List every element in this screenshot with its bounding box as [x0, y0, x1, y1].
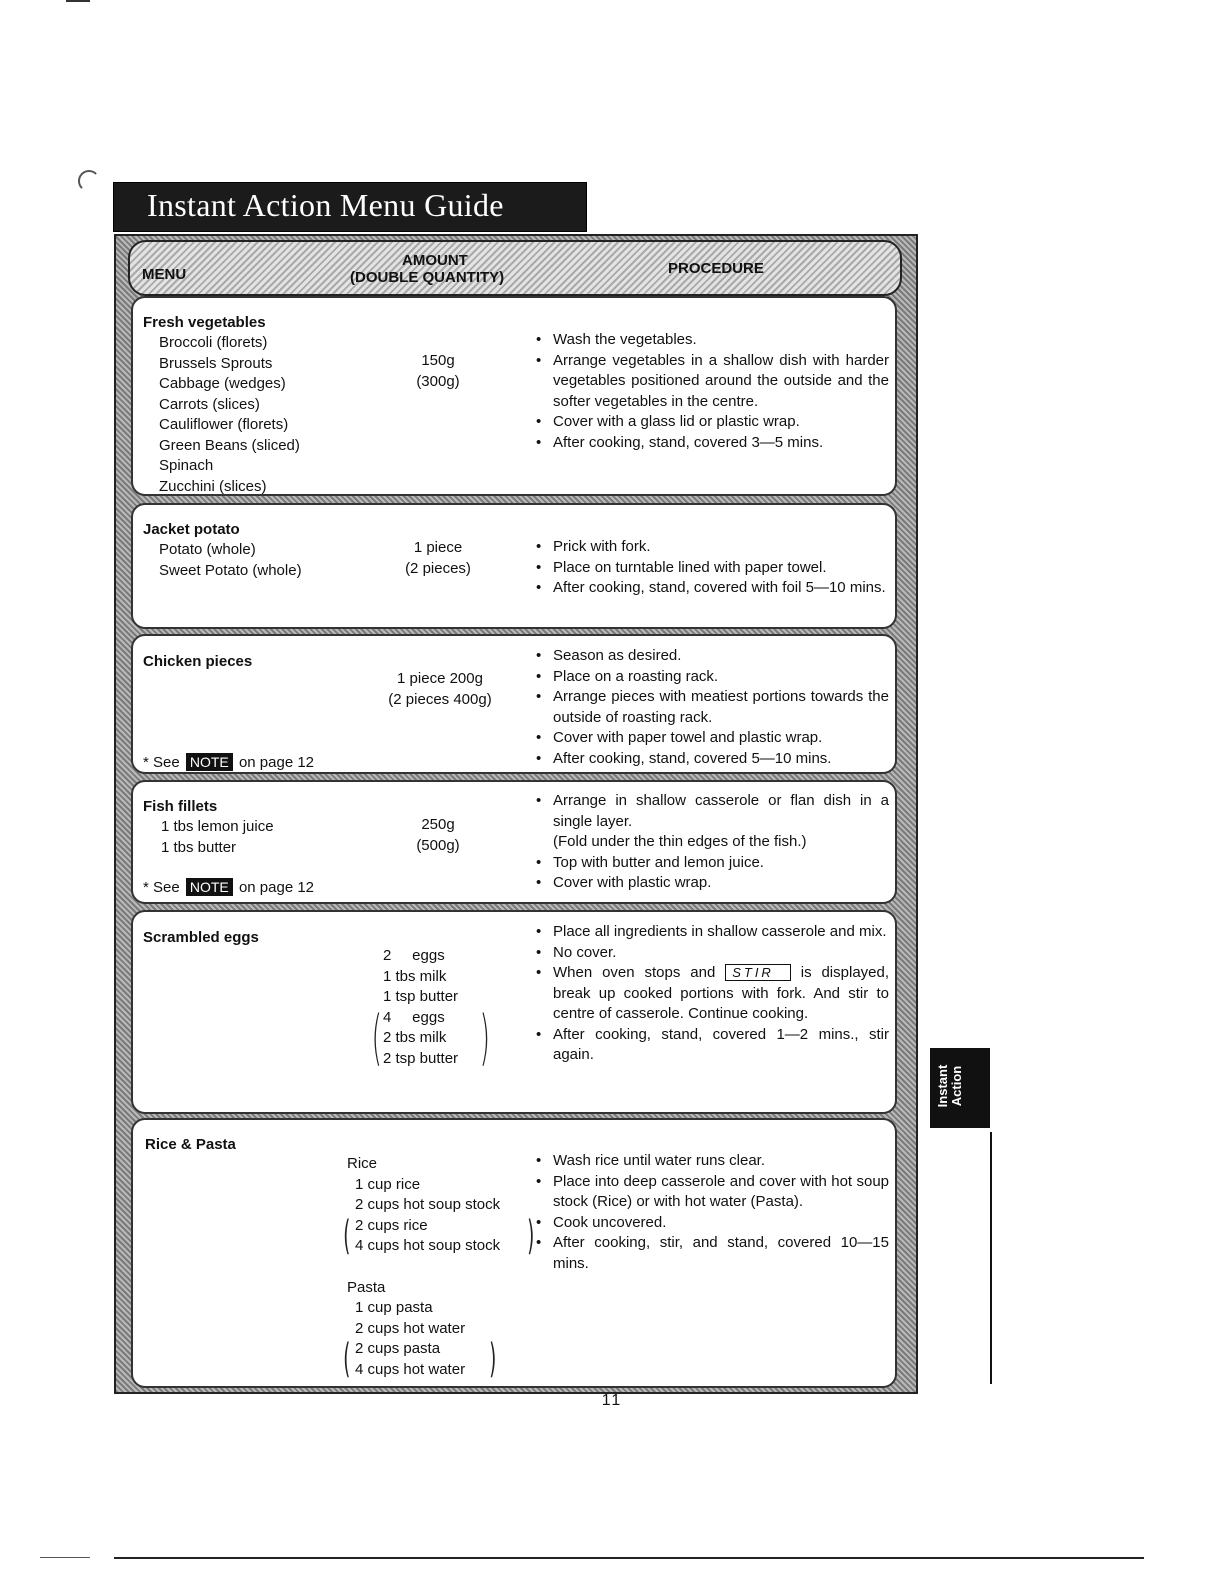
double-amount-line: 2 cups pasta [355, 1340, 441, 1357]
list-item: 1 tbs butter [161, 839, 237, 856]
amount-value: 1 piece 200g [397, 670, 483, 687]
procedure-text: When oven stops and [553, 964, 716, 981]
header-procedure: PROCEDURE [668, 260, 764, 277]
section-heading: Scrambled eggs [143, 929, 259, 946]
double-amount-value: (2 pieces 400g) [388, 691, 492, 708]
double-amount-line: 4 eggs [383, 1009, 445, 1026]
left-brace: ( [343, 1213, 351, 1259]
procedure-step: • After cooking, stand, covered 5—10 mins. [533, 749, 889, 770]
list-item: Potato (whole) [159, 541, 256, 558]
procedure-step [533, 963, 889, 1025]
amount-line: 2 cups hot water [355, 1320, 466, 1337]
see-prefix: * See [143, 879, 180, 896]
right-brace: ) [489, 1336, 497, 1382]
page-title: Instant Action Menu Guide [147, 187, 504, 223]
procedure-step: • Arrange pieces with meatiest portions towards the outside of roasting rack. [533, 687, 889, 728]
section-heading: Rice & Pasta [145, 1136, 236, 1153]
list-item: 1 tbs lemon juice [161, 818, 274, 835]
list-item: Green Beans (sliced) [159, 437, 300, 454]
section-heading: Chicken pieces [143, 653, 253, 670]
procedure-list [533, 922, 889, 1066]
procedure-list [533, 330, 889, 453]
title-banner [113, 182, 587, 232]
amount-value: 150g [421, 352, 455, 369]
procedure-step: • Place on turntable lined with paper towel. [533, 558, 889, 579]
double-amount-line: 4 cups hot soup stock [355, 1237, 501, 1254]
procedure-step: • Season as desired. [533, 646, 889, 667]
amount-line: 1 cup pasta [355, 1299, 433, 1316]
amount-line: 1 tsp butter [383, 988, 459, 1005]
list-item: Brussels Sprouts [159, 355, 273, 372]
header-double-quantity: (DOUBLE QUANTITY) [350, 269, 505, 286]
page-number: 11 [601, 1392, 623, 1409]
side-tab [930, 1048, 990, 1128]
procedure-step: • Place on a roasting rack. [533, 667, 889, 688]
side-tab-label: Instant Action [935, 1064, 964, 1108]
procedure-step: • Prick with fork. [533, 537, 889, 558]
note-badge: NOTE [186, 753, 233, 771]
procedure-step: • Cook uncovered. [533, 1213, 889, 1234]
procedure-step: • Wash the vegetables. [533, 330, 889, 351]
right-brace: ) [479, 1003, 490, 1073]
procedure-step: • Cover with a glass lid or plastic wrap. [533, 412, 889, 433]
bottom-rule [114, 1557, 1144, 1559]
list-item: Broccoli (florets) [159, 334, 268, 351]
right-brace: ) [527, 1213, 535, 1259]
procedure-step: • Cover with paper towel and plastic wrap. [533, 728, 889, 749]
list-item: Carrots (slices) [159, 396, 260, 413]
double-amount-value: (500g) [416, 837, 460, 854]
top-edge-mark [66, 0, 90, 2]
procedure-step: • Arrange in shallow casserole or flan dish in a single layer. [533, 791, 889, 832]
procedure-note: (Fold under the thin edges of the fish.) [553, 833, 807, 850]
binder-hole-mark [78, 170, 100, 192]
double-amount-line: 2 tsp butter [383, 1050, 459, 1067]
amount-line: 1 tbs milk [383, 968, 447, 985]
section-scrambled-eggs [131, 910, 897, 1114]
list-item: Zucchini (slices) [159, 478, 267, 495]
see-note-reference [143, 878, 314, 899]
double-amount-value: (2 pieces) [405, 560, 471, 577]
rice-label: Rice [347, 1155, 378, 1172]
left-brace: ( [343, 1336, 351, 1382]
procedure-step: • Place into deep casserole and cover with hot soup stock (Rice) or with hot water (Pasta). [533, 1172, 889, 1213]
amount-line: 2 eggs [383, 947, 445, 964]
procedure-text: is displayed, break up cooked portions with fork. And stir to centre of casserole. Continue cooking. [553, 964, 890, 1022]
note-badge: NOTE [186, 878, 233, 896]
procedure-list [533, 646, 889, 769]
pasta-label: Pasta [347, 1279, 386, 1296]
header-amount: AMOUNT [402, 252, 468, 269]
section-heading: Fresh vegetables [143, 314, 266, 331]
procedure-step: • Top with butter and lemon juice. [533, 853, 889, 874]
amount-line: 1 cup rice [355, 1176, 421, 1193]
procedure-list [533, 791, 889, 894]
header-menu: MENU [142, 266, 187, 283]
section-fish-fillets [131, 780, 897, 904]
table-header [128, 240, 902, 296]
double-amount-line: 4 cups hot water [355, 1361, 466, 1378]
procedure-step: • No cover. [533, 943, 889, 964]
procedure-step: • After cooking, stand, covered 1—2 mins., stir again. [533, 1025, 889, 1066]
see-suffix: on page 12 [238, 879, 315, 896]
procedure-step: • After cooking, stand, covered 3—5 mins. [533, 433, 889, 454]
section-rice-pasta [131, 1118, 897, 1388]
amount-value: 1 piece [413, 539, 463, 556]
section-jacket-potato [131, 503, 897, 629]
see-prefix: * See [143, 754, 180, 771]
procedure-step: • Arrange vegetables in a shallow dish with harder vegetables positioned around the outside and the softer vegetables in the centre. [533, 351, 889, 413]
list-item: Spinach [159, 457, 214, 474]
side-rule [990, 1132, 992, 1384]
section-heading: Fish fillets [143, 798, 218, 815]
list-item: Cabbage (wedges) [159, 375, 286, 392]
list-item: Cauliflower (florets) [159, 416, 289, 433]
list-item: Sweet Potato (whole) [159, 562, 302, 579]
section-heading: Jacket potato [143, 521, 240, 538]
double-amount-value: (300g) [416, 373, 460, 390]
bottom-edge-mark [40, 1557, 90, 1558]
procedure-step: • After cooking, stir, and stand, covered 10—15 mins. [533, 1233, 889, 1274]
see-note-reference [143, 753, 314, 774]
left-brace: ( [371, 1003, 382, 1073]
procedure-list [533, 1151, 889, 1274]
see-suffix: on page 12 [238, 754, 315, 771]
procedure-step: • Place all ingredients in shallow casserole and mix. [533, 922, 889, 943]
section-chicken-pieces [131, 634, 897, 774]
stir-display-indicator: STIR [725, 964, 791, 981]
amount-value: 250g [421, 816, 455, 833]
amount-line: 2 cups hot soup stock [355, 1196, 501, 1213]
double-amount-line: 2 tbs milk [383, 1029, 447, 1046]
procedure-step: • Wash rice until water runs clear. [533, 1151, 889, 1172]
section-fresh-vegetables [131, 296, 897, 496]
procedure-list [533, 537, 889, 599]
procedure-step: • After cooking, stand, covered with foil 5—10 mins. [533, 578, 889, 599]
procedure-step: • Cover with plastic wrap. [533, 873, 889, 894]
double-amount-line: 2 cups rice [355, 1217, 428, 1234]
